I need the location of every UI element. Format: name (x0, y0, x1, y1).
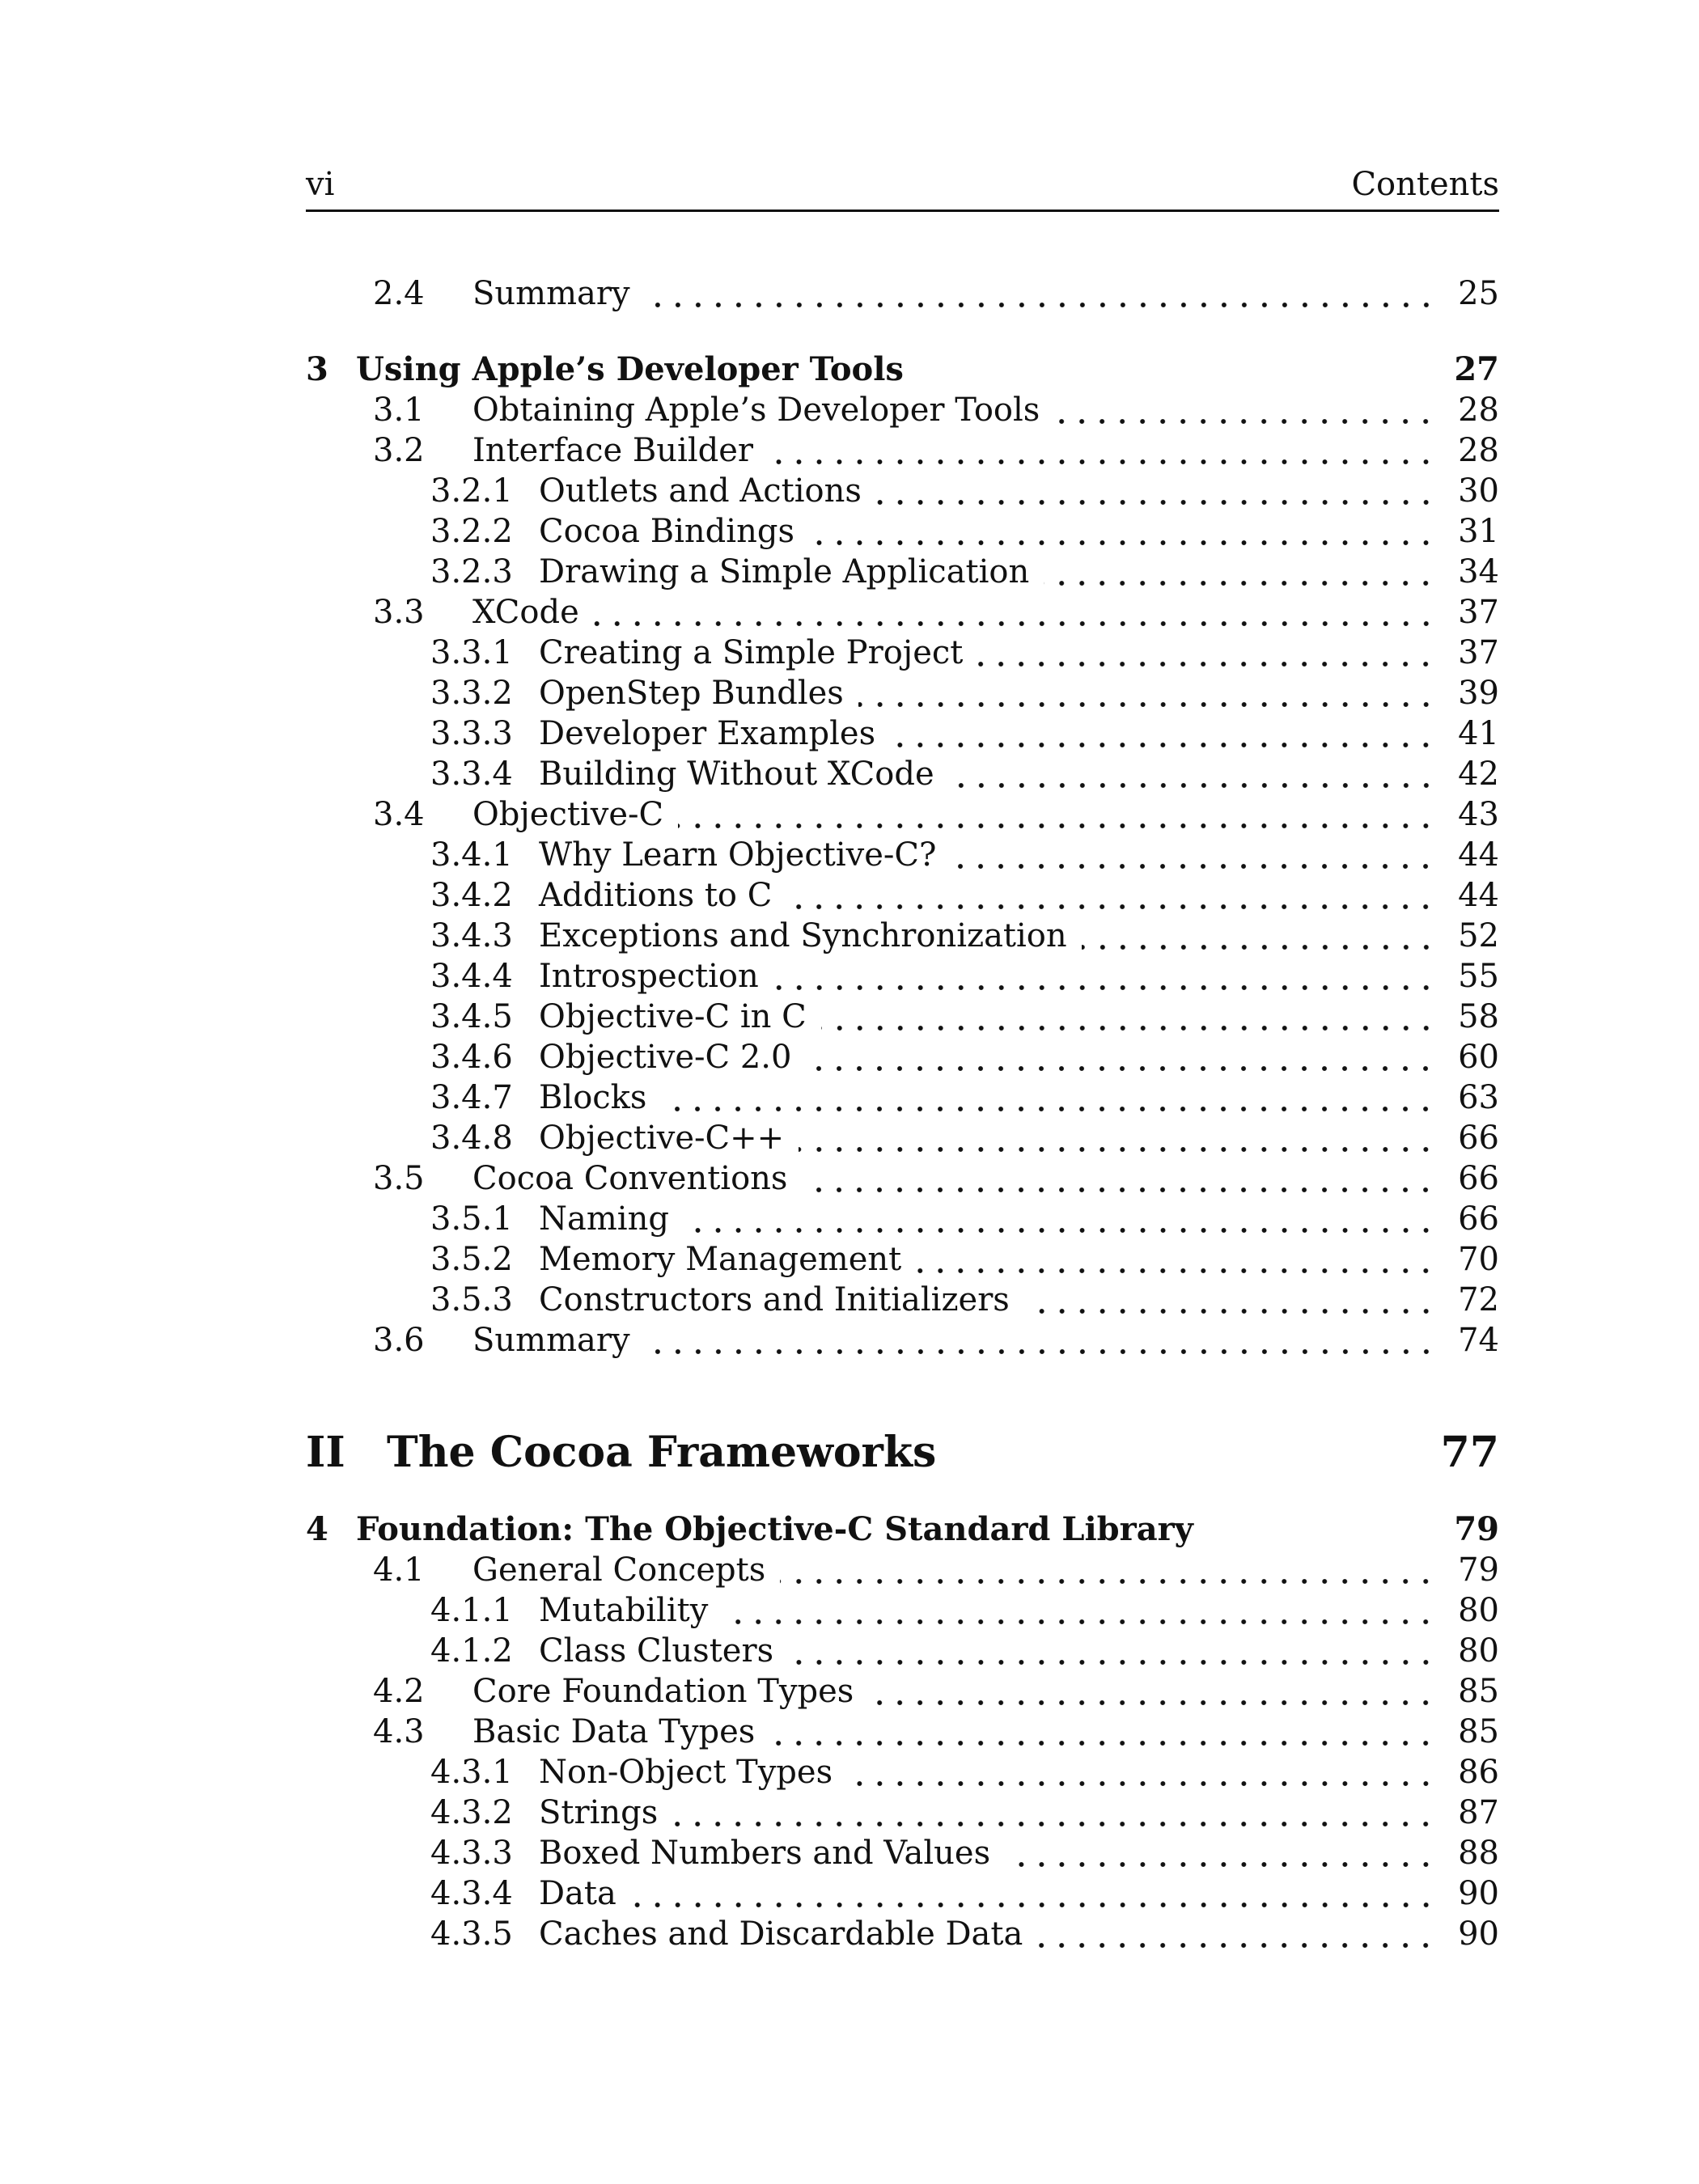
toc-entry-page: 43 (1458, 796, 1499, 833)
leader-dots (631, 1875, 1436, 1911)
leader-dots (1024, 1281, 1436, 1317)
toc-entry[interactable] (306, 1835, 1499, 1875)
leader-dots (1044, 553, 1436, 589)
toc-entry-page: 25 (1458, 275, 1499, 312)
toc-entry-page: 37 (1458, 634, 1499, 671)
toc-entry-number: 4.1.1 (430, 1592, 513, 1629)
toc-entry[interactable] (306, 1551, 1499, 1592)
toc-entry-title: General Concepts (472, 1551, 766, 1589)
toc-entry[interactable] (306, 1200, 1499, 1241)
toc-entry[interactable] (306, 1120, 1499, 1160)
toc-entry[interactable] (306, 917, 1499, 958)
leader-dots (806, 1039, 1436, 1074)
toc-entry[interactable] (306, 350, 1499, 391)
toc-entry-page: 70 (1458, 1241, 1499, 1278)
toc-entry-number: 3.2.3 (430, 553, 513, 590)
leader-dots (786, 877, 1436, 912)
toc-entry-number: 3.3.4 (430, 756, 513, 793)
toc-entry[interactable] (306, 1673, 1499, 1713)
toc-entry-number: 3.3.1 (430, 634, 513, 671)
leader-dots (809, 513, 1436, 548)
leader-dots (768, 432, 1436, 468)
toc-entry-page: 58 (1458, 998, 1499, 1035)
leader-dots (949, 756, 1436, 791)
toc-entry[interactable] (306, 1592, 1499, 1632)
leader-dots (1054, 392, 1436, 427)
toc-entry-number: 3.4.1 (430, 836, 513, 874)
toc-entry-title: Class Clusters (539, 1632, 774, 1670)
leader-dots (821, 998, 1436, 1034)
toc-entry-title: Core Foundation Types (472, 1673, 854, 1710)
toc-entry-title: Drawing a Simple Application (539, 553, 1030, 590)
toc-entry-number: 4.3.4 (430, 1875, 513, 1912)
toc-entry-number: 3.4.2 (430, 877, 513, 914)
toc-entry-number: 3.5 (373, 1160, 425, 1197)
toc-entry-page: 44 (1458, 836, 1499, 874)
toc-entry-number: 4.2 (373, 1673, 425, 1710)
toc-entry[interactable] (306, 594, 1499, 634)
toc-entry[interactable] (306, 1713, 1499, 1754)
toc-entry-number: 3.4.7 (430, 1079, 513, 1116)
toc-entry[interactable] (306, 1241, 1499, 1281)
toc-entry-page: 79 (1458, 1551, 1499, 1589)
toc-entry-title: The Cocoa Frameworks (387, 1428, 937, 1477)
toc-entry-title: OpenStep Bundles (539, 675, 844, 712)
toc-entry[interactable] (306, 1510, 1499, 1551)
toc-entry-page: 66 (1458, 1200, 1499, 1238)
toc-entry-number: 3 (306, 350, 328, 388)
toc-entry-page: 66 (1458, 1120, 1499, 1157)
leader-dots (722, 1592, 1436, 1627)
toc-entry-number: 3.3 (373, 594, 425, 631)
toc-entry-number: 4 (306, 1510, 328, 1548)
toc-entry[interactable] (306, 1915, 1499, 1956)
toc-entry-page: 44 (1458, 877, 1499, 914)
toc-entry-page: 90 (1458, 1915, 1499, 1953)
toc-entry-number: 4.3.2 (430, 1794, 513, 1831)
toc-entry-number: II (306, 1428, 345, 1477)
leader-dots (868, 1673, 1436, 1708)
toc-entry-number: 3.2 (373, 432, 425, 469)
toc-entry-number: 3.5.2 (430, 1241, 513, 1278)
toc-entry[interactable] (306, 1754, 1499, 1794)
toc-entry[interactable] (306, 1039, 1499, 1079)
toc-entry-number: 4.1.2 (430, 1632, 513, 1670)
toc-entry-title: Objective-C in C (539, 998, 807, 1035)
toc-entry-number: 3.3.2 (430, 675, 513, 712)
toc-entry-page: 87 (1458, 1794, 1499, 1831)
toc-entry[interactable] (306, 513, 1499, 553)
leader-dots (1082, 917, 1436, 953)
toc-entry-page: 85 (1458, 1673, 1499, 1710)
toc-entry-page: 90 (1458, 1875, 1499, 1912)
toc-entry-number: 4.3.1 (430, 1754, 513, 1791)
toc-entry-page: 55 (1458, 958, 1499, 995)
toc-entry-title: Data (539, 1875, 616, 1912)
leader-dots (678, 796, 1436, 832)
toc-entry[interactable] (306, 1428, 1499, 1484)
toc-entry-number: 3.4.4 (430, 958, 513, 995)
toc-entry-title: Developer Examples (539, 715, 876, 752)
toc-entry-title: Foundation: The Objective-C Standard Library (356, 1510, 1193, 1548)
toc-entry[interactable] (306, 553, 1499, 594)
leader-dots (645, 1322, 1436, 1357)
toc-entry-page: 37 (1458, 594, 1499, 631)
toc-entry-title: XCode (472, 594, 579, 631)
toc-entry-number: 3.5.1 (430, 1200, 513, 1238)
toc-entry[interactable] (306, 675, 1499, 715)
toc-entry-title: Why Learn Objective-C? (539, 836, 937, 874)
toc-entry[interactable] (306, 998, 1499, 1039)
toc-entry-page: 30 (1458, 472, 1499, 510)
toc-entry-number: 4.3.3 (430, 1835, 513, 1872)
toc-entry-title: Additions to C (539, 877, 773, 914)
toc-entry-title: Strings (539, 1794, 659, 1831)
leader-dots (799, 1120, 1436, 1155)
toc-entry-number: 2.4 (373, 275, 425, 312)
toc-entry-page: 80 (1458, 1592, 1499, 1629)
toc-entry-number: 3.4.3 (430, 917, 513, 954)
toc-entry-page: 34 (1458, 553, 1499, 590)
toc-entry-title: Boxed Numbers and Values (539, 1835, 991, 1872)
toc-entry-title: Using Apple’s Developer Tools (356, 350, 904, 388)
toc-entry-number: 3.6 (373, 1322, 425, 1359)
toc-entry[interactable] (306, 472, 1499, 513)
toc-entry-title: Exceptions and Synchronization (539, 917, 1067, 954)
toc-entry[interactable] (306, 432, 1499, 472)
toc-entry-title: Summary (472, 1322, 630, 1359)
toc-entry-title: Summary (472, 275, 630, 312)
leader-dots (1005, 1835, 1436, 1870)
toc-entry-title: Memory Management (539, 1241, 902, 1278)
toc-entry-title: Basic Data Types (472, 1713, 756, 1750)
toc-entry-title: Constructors and Initializers (539, 1281, 1010, 1318)
toc-entry-number: 3.2.1 (430, 472, 513, 510)
toc-entry-title: Cocoa Conventions (472, 1160, 788, 1197)
toc-entry-page: 85 (1458, 1713, 1499, 1750)
toc-entry-number: 3.1 (373, 392, 425, 429)
toc-entry[interactable] (306, 392, 1499, 432)
toc-entry-page: 80 (1458, 1632, 1499, 1670)
leader-dots (977, 634, 1436, 670)
toc-entry-title: Outlets and Actions (539, 472, 862, 510)
leader-dots (661, 1079, 1436, 1115)
leader-dots (769, 1713, 1436, 1749)
toc-entry[interactable] (306, 634, 1499, 675)
leader-dots (802, 1160, 1436, 1196)
toc-entry-number: 4.1 (373, 1551, 425, 1589)
toc-entry[interactable] (306, 1875, 1499, 1915)
toc-entry-page: 28 (1458, 392, 1499, 429)
toc-entry-number: 4.3 (373, 1713, 425, 1750)
leader-dots (1037, 1915, 1436, 1951)
toc-entry-number: 3.5.3 (430, 1281, 513, 1318)
toc-entry[interactable] (306, 756, 1499, 796)
toc-entry-page: 42 (1458, 756, 1499, 793)
toc-entry-page: 79 (1454, 1510, 1499, 1548)
leader-dots (788, 1632, 1436, 1668)
leader-dots (645, 275, 1436, 311)
page-folio: vi (306, 166, 335, 203)
toc-entry-page: 63 (1458, 1079, 1499, 1116)
toc-entry-title: Mutability (539, 1592, 709, 1629)
toc-entry-number: 3.4 (373, 796, 425, 833)
toc-entry-title: Cocoa Bindings (539, 513, 794, 550)
toc-entry-title: Blocks (539, 1079, 647, 1116)
running-title: Contents (1351, 166, 1499, 203)
toc-entry-page: 74 (1458, 1322, 1499, 1359)
toc-entry-page: 31 (1458, 513, 1499, 550)
toc-entry[interactable] (306, 836, 1499, 877)
toc-entry-number: 3.4.5 (430, 998, 513, 1035)
toc-entry-number: 3.3.3 (430, 715, 513, 752)
toc-entry-page: 72 (1458, 1281, 1499, 1318)
toc-entry-title: Building Without XCode (539, 756, 934, 793)
toc-entry-title: Creating a Simple Project (539, 634, 964, 671)
toc-entry[interactable] (306, 877, 1499, 917)
leader-dots (951, 836, 1436, 872)
toc-entry-title: Introspection (539, 958, 759, 995)
toc-entry-title: Caches and Discardable Data (539, 1915, 1023, 1953)
leader-dots (876, 472, 1436, 508)
toc-entry-page: 27 (1454, 350, 1499, 388)
toc-entry[interactable] (306, 1632, 1499, 1673)
toc-entry[interactable] (306, 715, 1499, 756)
toc-entry-page: 39 (1458, 675, 1499, 712)
toc-entry-title: Naming (539, 1200, 669, 1238)
toc-entry-title: Objective-C++ (539, 1120, 785, 1157)
leader-dots (858, 675, 1436, 710)
toc-entry-number: 4.3.5 (430, 1915, 513, 1953)
toc-entry-page: 28 (1458, 432, 1499, 469)
toc-entry-page: 60 (1458, 1039, 1499, 1076)
toc-entry-page: 41 (1458, 715, 1499, 752)
leader-dots (916, 1241, 1436, 1276)
toc-entry[interactable] (306, 958, 1499, 998)
toc-entry-page: 86 (1458, 1754, 1499, 1791)
toc-entry[interactable] (306, 1281, 1499, 1322)
toc-entry[interactable] (306, 275, 1499, 315)
toc-entry-number: 3.4.8 (430, 1120, 513, 1157)
toc-entry-number: 3.2.2 (430, 513, 513, 550)
toc-entry-number: 3.4.6 (430, 1039, 513, 1076)
leader-dots (684, 1200, 1436, 1236)
toc-entry-page: 66 (1458, 1160, 1499, 1197)
leader-dots (672, 1794, 1436, 1830)
leader-dots (890, 715, 1436, 751)
toc-entry-title: Non-Object Types (539, 1754, 833, 1791)
toc-entry[interactable] (306, 1079, 1499, 1120)
toc-entry[interactable] (306, 1322, 1499, 1362)
toc-entry-title: Interface Builder (472, 432, 754, 469)
toc-entry-title: Objective-C (472, 796, 664, 833)
toc-entry-page: 52 (1458, 917, 1499, 954)
toc-entry-page: 77 (1440, 1428, 1499, 1477)
toc-entry[interactable] (306, 1794, 1499, 1835)
leader-dots (780, 1551, 1436, 1587)
toc-entry-title: Objective-C 2.0 (539, 1039, 792, 1076)
leader-dots (773, 958, 1436, 993)
toc-entry-title: Obtaining Apple’s Developer Tools (472, 392, 1040, 429)
toc-entry-page: 88 (1458, 1835, 1499, 1872)
toc-entry[interactable] (306, 1160, 1499, 1200)
leader-dots (594, 594, 1436, 629)
toc-entry[interactable] (306, 796, 1499, 836)
leader-dots (847, 1754, 1436, 1789)
